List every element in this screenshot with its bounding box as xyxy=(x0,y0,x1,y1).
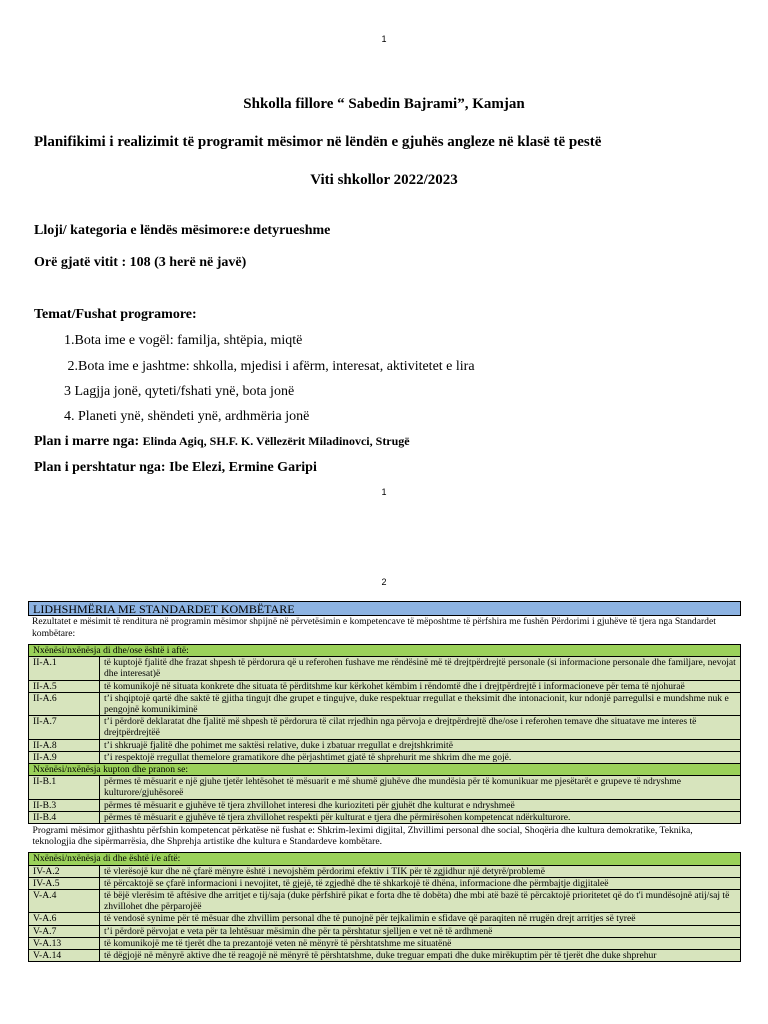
topic-item: 4. Planeti ynë, shëndeti ynë, ardhmëria jonë xyxy=(64,409,310,424)
table-row: V-A.13 të komunikojë me të tjerët dhe ta prezantojë veten në mënyrë të përshtatshme me situatënë xyxy=(29,937,741,949)
table-row: IV-A.2 të vlerësojë kur dhe në çfarë mënyre është i nevojshëm përdorimi efektiv i TIK për të zgjidhur një detyrë/problemë xyxy=(29,865,741,877)
section-heading: Nxënësi/nxënësja di dhe është i/e aftë: xyxy=(29,853,741,865)
page-number-bottom: 1 xyxy=(381,487,387,497)
section-heading: Nxënësi/nxënësja di dhe/ose është i aftë: xyxy=(29,645,741,657)
table-row: II-A.8 t’i shkruajë fjalitë dhe pohimet me saktësi relative, duke i zbatuar rregullat e drejtshkrimitë xyxy=(29,739,741,751)
school-year: Viti shkollor 2022/2023 xyxy=(310,172,458,188)
table-row: II-A.5 të komunikojë në situata konkrete dhe situata të përditshme kur kërkohet këmbim i rëndomtë dhe i drejtpërdrejtë i informacioneve për tema të njohuraë xyxy=(29,680,741,692)
page-number-top: 1 xyxy=(381,34,387,44)
page-number: 2 xyxy=(381,577,387,587)
topic-item: 2.Bota ime e jashtme: shkolla, mjedisi i afërm, interesat, aktivitetet e lira xyxy=(64,359,475,374)
plan-source-label: Plan i marre nga: xyxy=(34,434,143,449)
table-row: II-B.4 përmes të mësuarit e gjuhëve të tjera zhvillohet respekti për kulturat e tjera dhe përmirësohen kompetencat ndërkulturore. xyxy=(29,811,741,823)
table-row: V-A.14 të dëgjojë në mënyrë aktive dhe të reagojë në mënyrë të përshtatshme, duke treguar empati dhe duke mirëkuptim për të tjerët dhe duke shprehur xyxy=(29,950,741,962)
table-row: II-B.3 përmes të mësuarit e gjuhëve të tjera zhvillohet interesi dhe kurioziteti për gjuhët dhe kulturat e ndryshmeë xyxy=(29,799,741,811)
topic-item: 1.Bota ime e vogël: familja, shtëpia, miqtë xyxy=(64,333,303,348)
intro-text: Rezultatet e mësimit të renditura në programin mësimor shpijnë në përvetësimin e kompetencave të mëposhtme të përfshira me fushën Përdorimi i gjuhëve të tjera nga Standardet kombëtare: xyxy=(32,616,716,639)
standards-table-1 xyxy=(28,644,741,962)
table-row: II-A.9 t’i respektojë rregullat themelore gramatikore dhe përjashtimet gjatë të shprehurit me shkrim dhe me gojë. xyxy=(29,751,741,763)
table-row: II-A.6 t’i shqiptojë qartë dhe saktë të gjitha tingujt dhe grupet e tingujve, duke respektuar rregullat e theksimit dhe intonacionit, kur ndonjë parregullsi e mundshme nuk e pengojnë komunikiminë xyxy=(29,692,741,715)
table-row: V-A.7 t’i përdorë përvojat e veta për ta lehtësuar mësimin dhe për ta përshtatur sjelljen e vet në të ardhmenë xyxy=(29,925,741,937)
standards-header: LIDHSHMËRIA ME STANDARDET KOMBËTARE xyxy=(28,601,741,616)
table-row: V-A.6 të vendosë synime për të mësuar dhe zhvillim personal dhe të punojnë për tejkalimin e sfidave që paraqiten në rrugën drejt arritjes së tyreë xyxy=(29,913,741,925)
middle-text: Programi mësimor gjithashtu përfshin kompetencat përkatëse në fushat e: Shkrim-leximi digjital, Zhvillimi personal dhe social, Shoqëria dhe kultura demokratike, Teknika, teknologjia dhe sipërmarrësia, dhe Shprehja artistike dhe kultura e Standardeve kombëtare. xyxy=(29,824,741,853)
topics-heading: Temat/Fushat programore: xyxy=(34,307,197,322)
table-row: IV-A.5 të përcaktojë se çfarë informacioni i nevojitet, të gjejë, të zgjedhë dhe të shkarkojë të dhëna, informacione dhe përmbajtje digjitaleë xyxy=(29,877,741,889)
plan-title: Planifikimi i realizimit të programit mësimor në lëndën e gjuhës angleze në klasë të pestë xyxy=(34,134,602,150)
topic-item: 3 Lagjja jonë, qyteti/fshati ynë, bota jonë xyxy=(64,384,295,399)
school-name: Shkolla fillore “ Sabedin Bajrami”, Kamjan xyxy=(243,96,525,112)
table-row: II-A.1 të kuptojë fjalitë dhe frazat shpesh të përdorura që u referohen fushave me rëndësinë më të drejtpërdrejtë personale (si informacione personale dhe familjare, nevojat dhe interesat)ë xyxy=(29,657,741,680)
table-row: II-A.7 t’i përdorë deklaratat dhe fjalitë më shpesh të përdorura të cilat rrjedhin nga përvoja e drejtpërdrejtë dhe/ose i referohen temave dhe situatave me interes të drejtpërdrejtëë xyxy=(29,716,741,739)
table-row: II-B.1 përmes të mësuarit e një gjuhe tjetër lehtësohet të mësuarit e më shumë gjuhëve dhe mundësia për të komunikuar me pjesëtarët e grupeve të ndryshme kulturore/gjuhësoreë xyxy=(29,776,741,799)
table-row: V-A.4 të bëjë vlerësim të aftësive dhe arritjet e tij/saja (duke përfshirë pikat e forta dhe të dobëta) dhe mbi atë bazë të përcaktojë prioritetet që do t'i mundësojnë atij/saj të zhvillohet dhe përparojëë xyxy=(29,890,741,913)
plan-source-value: Elinda Agiq, SH.F. K. Vëllezërit Miladinovci, Strugë xyxy=(142,434,410,448)
plan-adapted: Plan i pershtatur nga: Ibe Elezi, Ermine Garipi xyxy=(34,460,317,475)
plan-source xyxy=(34,434,410,450)
annual-hours: Orë gjatë vitit : 108 (3 herë në javë) xyxy=(34,255,247,270)
section-heading: Nxënësi/nxënësja kupton dhe pranon se: xyxy=(29,764,741,776)
subject-category: Lloji/ kategoria e lëndës mësimore:e detyrueshme xyxy=(34,223,331,238)
